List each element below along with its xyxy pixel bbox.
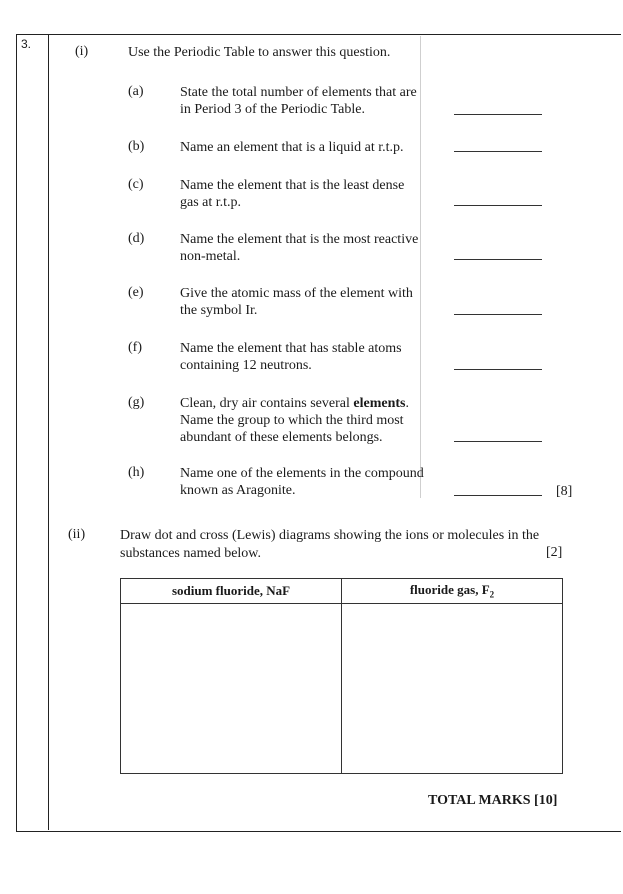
item-e-line-2: the symbol Ir. [180, 303, 258, 318]
header-fluoride-gas-subscript: 2 [489, 589, 495, 600]
item-d-line-1: Name the element that is the most reactive [180, 232, 419, 247]
item-a-line-1: State the total number of elements that are [180, 85, 417, 100]
item-c-label: (c) [128, 177, 144, 192]
item-b-line-1: Name an element that is a liquid at r.t.p. [180, 140, 404, 155]
answer-line-e[interactable] [454, 314, 542, 315]
item-f-line-2: containing 12 neutrons. [180, 358, 312, 373]
answer-line-b[interactable] [454, 151, 542, 152]
header-fluoride-gas [342, 579, 563, 604]
answer-line-c[interactable] [454, 205, 542, 206]
item-g-line-1 [180, 395, 409, 412]
part-ii-label: (ii) [68, 527, 86, 542]
item-c-line-1: Name the element that is the least dense [180, 178, 405, 193]
item-g-line-1-post: . [405, 396, 409, 411]
item-h-line-2: known as Aragonite. [180, 483, 296, 498]
answer-box-sodium-fluoride[interactable] [121, 604, 342, 774]
table-answer-row [121, 604, 563, 774]
question-number: 3. [21, 37, 32, 51]
item-a-line-2: in Period 3 of the Periodic Table. [180, 102, 366, 117]
item-e-line-1: Give the atomic mass of the element with [180, 286, 413, 301]
answer-line-d[interactable] [454, 259, 542, 260]
item-d-line-2: non-metal. [180, 249, 241, 264]
item-f-label: (f) [128, 340, 142, 355]
header-sodium-fluoride: sodium fluoride, NaF [121, 579, 342, 604]
lewis-diagram-table [120, 578, 563, 774]
part-i-intro: Use the Periodic Table to answer this question. [128, 45, 391, 60]
answer-line-a[interactable] [454, 114, 542, 115]
item-g-label: (g) [128, 395, 145, 410]
item-c-line-2: gas at r.t.p. [180, 195, 242, 210]
part-ii-marks: [2] [546, 545, 563, 560]
part-ii-line-2: substances named below. [120, 546, 261, 561]
item-a-label: (a) [128, 84, 144, 99]
answer-line-h[interactable] [454, 495, 542, 496]
scan-fold-line [420, 36, 421, 498]
total-marks: TOTAL MARKS [10] [428, 793, 558, 808]
item-e-label: (e) [128, 285, 144, 300]
item-g-bold-word: elements [353, 396, 406, 411]
part-ii-line-1: Draw dot and cross (Lewis) diagrams showing the ions or molecules in the [120, 528, 540, 543]
item-d-label: (d) [128, 231, 145, 246]
part-i-marks: [8] [556, 484, 573, 499]
answer-box-fluoride-gas[interactable] [342, 604, 563, 774]
header-fluoride-gas-text: fluoride gas, F [409, 582, 490, 598]
item-b-label: (b) [128, 139, 145, 154]
item-g-line-2: Name the group to which the third most [180, 413, 404, 428]
item-f-line-1: Name the element that has stable atoms [180, 341, 402, 356]
question-number-column-divider [48, 34, 49, 830]
table-header-row [121, 579, 563, 604]
answer-line-g[interactable] [454, 441, 542, 442]
item-g-line-3: abundant of these elements belongs. [180, 430, 383, 445]
part-i-label: (i) [75, 44, 89, 59]
item-g-line-1-pre: Clean, dry air contains several [180, 396, 354, 411]
item-h-label: (h) [128, 465, 145, 480]
item-h-line-1: Name one of the elements in the compound [180, 466, 424, 481]
answer-line-f[interactable] [454, 369, 542, 370]
